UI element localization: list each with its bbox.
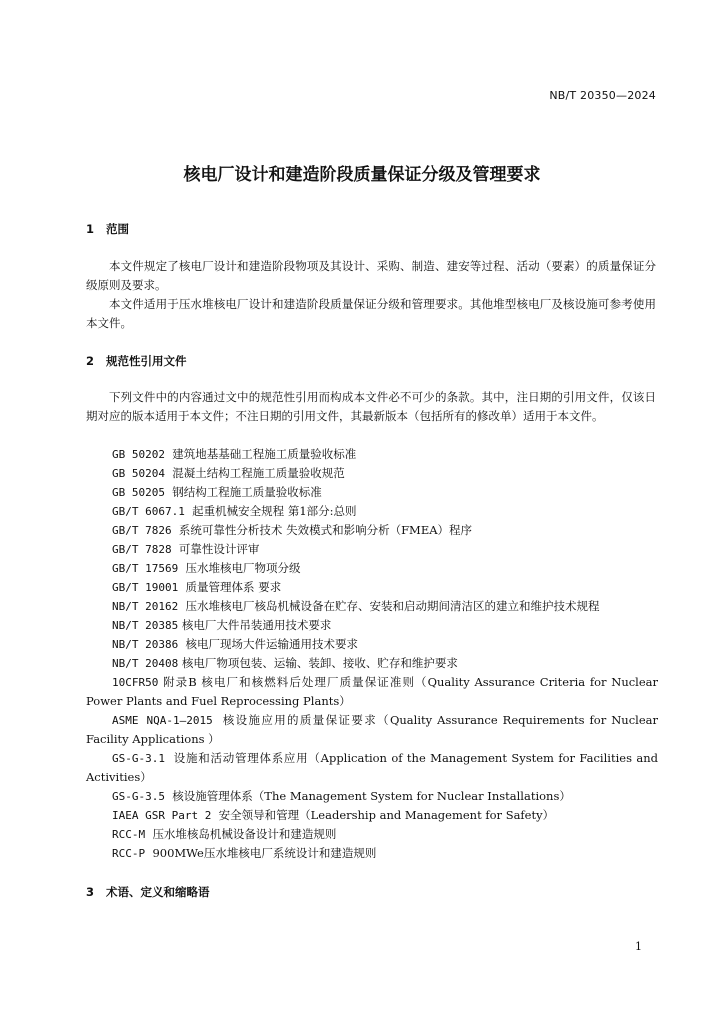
reference-code: GB/T 7826 xyxy=(112,524,172,537)
reference-code: GB 50202 xyxy=(112,448,165,461)
reference-code: NB/T 20386 xyxy=(112,638,179,651)
reference-item xyxy=(86,635,658,654)
reference-code: ASME NQA-1—2015 xyxy=(112,714,213,727)
reference-title: 起重机械安全规程 第1部分:总则 xyxy=(192,504,357,518)
reference-item xyxy=(86,825,658,844)
reference-title: 核设施管理体系（The Management System for Nuclear Installations） xyxy=(172,789,571,803)
reference-code: GB/T 7828 xyxy=(112,543,172,556)
reference-item xyxy=(86,616,658,635)
reference-item xyxy=(86,806,658,825)
reference-title: 钢结构工程施工质量验收标准 xyxy=(172,485,322,499)
reference-title: 压水堆核岛机械设备设计和建造规则 xyxy=(152,827,337,841)
reference-item xyxy=(86,483,658,502)
section-number: 3 xyxy=(86,885,95,899)
reference-item xyxy=(86,502,658,521)
reference-title: 安全领导和管理（Leadership and Management for Safety） xyxy=(218,808,555,822)
reference-code: GB 50204 xyxy=(112,467,165,480)
document-title: 核电厂设计和建造阶段质量保证分级及管理要求 xyxy=(183,165,541,185)
reference-code: NB/T 20408 xyxy=(112,657,179,670)
reference-title: 压水堆核电厂物项分级 xyxy=(185,561,301,575)
reference-item xyxy=(86,445,658,464)
reference-item xyxy=(86,787,658,806)
reference-item xyxy=(86,654,658,673)
reference-item xyxy=(86,464,658,483)
reference-code: 10CFR50 xyxy=(112,676,159,689)
reference-title: 可靠性设计评审 xyxy=(178,542,260,556)
reference-item xyxy=(86,578,658,597)
reference-code: GB/T 19001 xyxy=(112,581,179,594)
reference-code: GS-G-3.5 xyxy=(112,790,165,803)
scope-paragraph-2: 本文件适用于压水堆核电厂设计和建造阶段质量保证分级和管理要求。其他堆型核电厂及核设施可参考使用本文件。 xyxy=(86,297,656,330)
reference-title: 900MWe压水堆核电厂系统设计和建造规则 xyxy=(152,846,377,860)
reference-title: 系统可靠性分析技术 失效模式和影响分析（FMEA）程序 xyxy=(178,523,473,537)
reference-code: GS-G-3.1 xyxy=(112,752,165,765)
reference-item xyxy=(86,749,658,787)
reference-item xyxy=(86,521,658,540)
scope-paragraphs xyxy=(86,257,656,333)
normative-intro-text: 下列文件中的内容通过文中的规范性引用而构成本文件必不可少的条款。其中，注日期的引用文件，仅该日期对应的版本适用于本文件；不注日期的引用文件，其最新版本（包括所有的修改单）适用于本文件。 xyxy=(86,390,656,423)
section-heading-terms xyxy=(86,884,210,900)
reference-title: 混凝土结构工程施工质量验收规范 xyxy=(172,466,345,480)
reference-item xyxy=(86,559,658,578)
section-number: 1 xyxy=(86,222,95,236)
reference-code: GB/T 6067.1 xyxy=(112,505,185,518)
reference-title: 核电厂大件吊装通用技术要求 xyxy=(181,618,332,632)
reference-code: GB/T 17569 xyxy=(112,562,179,575)
reference-title: 附录B 核电厂和核燃料后处理厂质量保证准则（Quality Assurance Criteria for Nuclear Power Plants and Fuel Reprocessing Plants） xyxy=(86,675,659,708)
reference-code: RCC-M xyxy=(112,828,146,841)
reference-item xyxy=(86,673,658,711)
reference-code: GB 50205 xyxy=(112,486,165,499)
section-heading-scope xyxy=(86,221,129,237)
scope-paragraph-1: 本文件规定了核电厂设计和建造阶段物项及其设计、采购、制造、建安等过程、活动（要素）的质量保证分级原则及要求。 xyxy=(86,259,656,292)
reference-item xyxy=(86,540,658,559)
reference-code: NB/T 20385 xyxy=(112,619,179,632)
reference-title: 压水堆核电厂核岛机械设备在贮存、安装和启动期间清洁区的建立和维护技术规程 xyxy=(185,599,600,613)
reference-item xyxy=(86,844,658,863)
standard-code: NB/T 20350—2024 xyxy=(549,89,656,102)
reference-title: 核电厂物项包装、运输、装卸、接收、贮存和维护要求 xyxy=(181,656,458,670)
section-title: 规范性引用文件 xyxy=(106,354,187,368)
section-heading-normative-references xyxy=(86,353,187,369)
section-number: 2 xyxy=(86,354,95,368)
reference-title: 质量管理体系 要求 xyxy=(185,580,282,594)
section-title: 术语、定义和缩略语 xyxy=(106,885,210,899)
reference-code: NB/T 20162 xyxy=(112,600,179,613)
normative-intro xyxy=(86,388,656,426)
reference-title: 核设施应用的质量保证要求（Quality Assurance Requirements for Nuclear Facility Applications ） xyxy=(86,713,658,746)
reference-title: 设施和活动管理体系应用（Application of the Management System for Facilities and Activities） xyxy=(86,751,658,784)
section-title: 范围 xyxy=(106,222,129,236)
page-number: 1 xyxy=(635,940,642,953)
reference-item xyxy=(86,597,658,616)
reference-title: 核电厂现场大件运输通用技术要求 xyxy=(185,637,359,651)
reference-code: RCC-P xyxy=(112,847,146,860)
reference-list xyxy=(86,445,658,863)
reference-title: 建筑地基基础工程施工质量验收标准 xyxy=(172,447,357,461)
reference-code: IAEA GSR Part 2 xyxy=(112,809,212,822)
reference-item xyxy=(86,711,658,749)
